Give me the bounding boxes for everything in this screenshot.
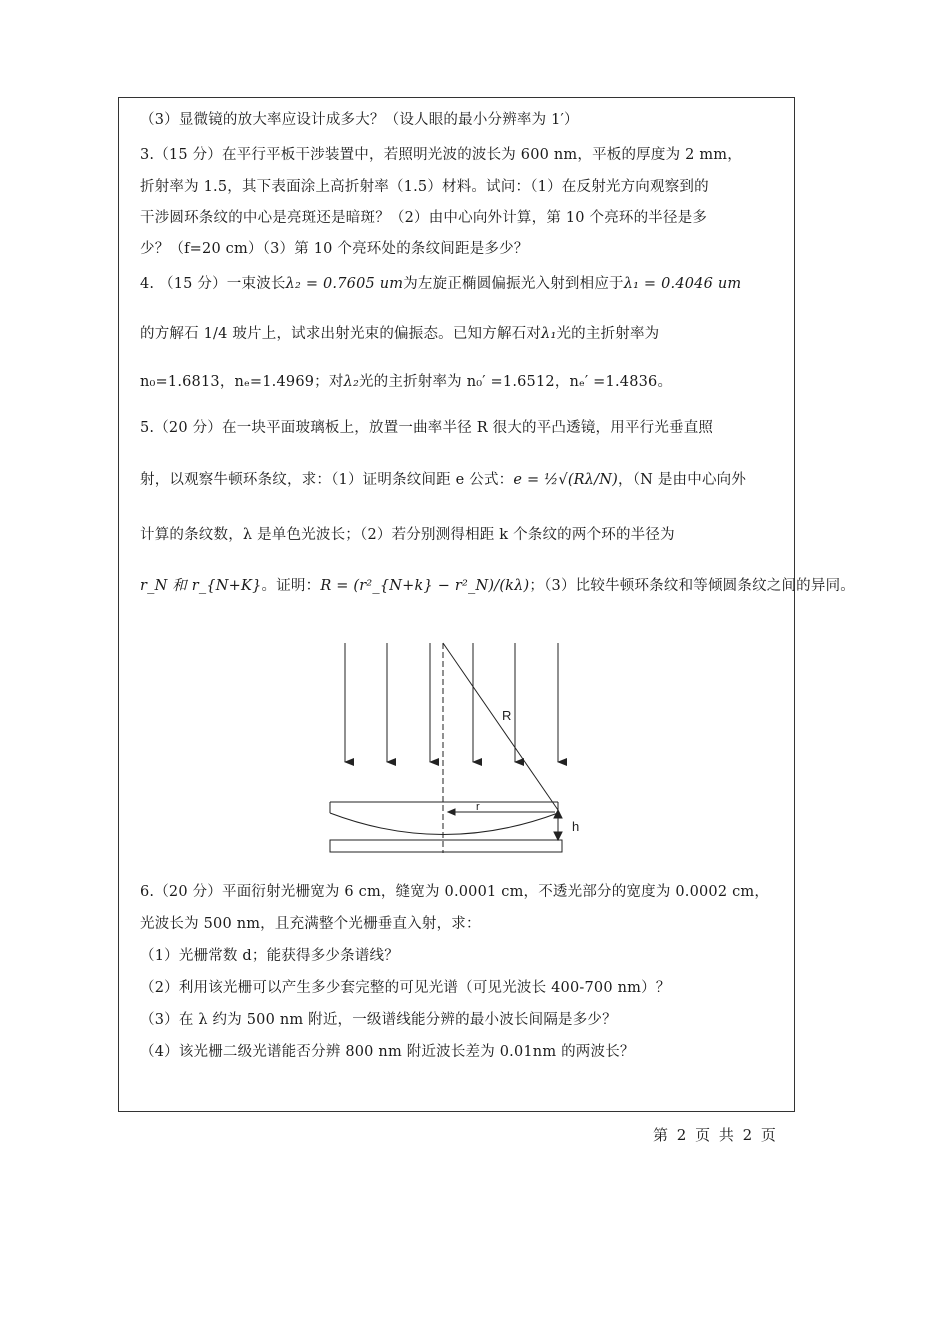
radius-line [443, 643, 558, 810]
q2-sub3: （3）显微镜的放大率应设计成多大？（设人眼的最小分辨率为 1′） [140, 112, 579, 128]
q5-formula-e: e = ½√(Rλ/N) [513, 472, 619, 488]
q3-line-2: 折射率为 1.5，其下表面涂上高折射率（1.5）材料。试问：（1）在反射光方向观察到的 [140, 179, 709, 195]
q3-line-1: 3.（15 分）在平行平板干涉装置中，若照明光波的波长为 600 nm，平板的厚度为 2 mm， [140, 147, 742, 163]
q4-line-1 [140, 272, 741, 293]
lens-curved-surface [330, 813, 558, 835]
q4-formula-l1: λ₁ [541, 326, 557, 342]
q6-line-1: 6.（20 分）平面衍射光栅宽为 6 cm，缝宽为 0.0001 cm，不透光部分的宽度为 0.0002 cm， [140, 884, 770, 900]
r-arrowhead [448, 809, 455, 815]
newton-ring-diagram [320, 638, 590, 860]
q5-line-4 [140, 574, 855, 595]
q4-text-2a: 的方解石 1/4 玻片上，试求出射光束的偏振态。已知方解石对 [140, 326, 542, 342]
q4-text-1b: 为左旋正椭圆偏振光入射到相应于 [403, 276, 624, 292]
q5-line-1: 5.（20 分）在一块平面玻璃板上，放置一曲率半径 R 很大的平凸透镜，用平行光垂直照 [140, 420, 714, 436]
q5-text-4b: ；（3）比较牛顿环条纹和等倾圆条纹之间的异同。 [529, 578, 855, 594]
label-r: r [476, 801, 480, 813]
h-arrow-bottom [554, 832, 562, 840]
q4-text-2b: 光的主折射率为 [556, 326, 660, 342]
q5-line-2 [140, 468, 746, 489]
q5-line-3: 计算的条纹数，λ 是单色光波长；（2）若分别测得相距 k 个条纹的两个环的半径为 [140, 527, 675, 543]
label-h: h [572, 819, 580, 834]
q6-line-2: 光波长为 500 nm，且充满整个光栅垂直入射，求： [140, 916, 481, 932]
page-number: 第 2 页 共 2 页 [653, 1126, 778, 1144]
label-R: R [502, 708, 512, 723]
q6-sub3: （3）在 λ 约为 500 nm 附近，一级谱线能分辨的最小波长间隔是多少？ [140, 1012, 617, 1028]
q6-sub1: （1）光栅常数 d；能获得多少条谱线？ [140, 948, 399, 964]
q4-line-3 [140, 370, 672, 391]
q5-text-4a: 。证明： [261, 578, 321, 594]
q5-formula-radii: r_N 和 r_{N+K} [140, 578, 262, 594]
q5-text-2a: 射，以观察牛顿环条纹，求：（1）证明条纹间距 e 公式： [140, 472, 514, 488]
q3-line-4: 少？（f=20 cm）（3）第 10 个亮环处的条纹间距是多少？ [140, 241, 529, 257]
q4-line-2 [140, 322, 659, 343]
q4-formula-lambda1: λ₁ = 0.4046 um [623, 276, 742, 292]
q4-text-3b: 光的主折射率为 n₀′ =1.6512，nₑ′ =1.4836。 [358, 374, 673, 390]
q5-formula-R: R = (r²_{N+k} − r²_N)/(kλ) [320, 578, 530, 594]
q6-sub2: （2）利用该光栅可以产生多少套完整的可见光谱（可见光波长 400-700 nm）？ [140, 980, 671, 996]
q5-text-2b: ，（N 是由中心向外 [618, 472, 747, 488]
q6-sub4: （4）该光栅二级光谱能否分辨 800 nm 附近波长差为 0.01nm 的两波长？ [140, 1044, 635, 1060]
q4-formula-lambda2: λ₂ = 0.7605 um [285, 276, 404, 292]
q4-text-3a: n₀=1.6813，nₑ=1.4969；对 [140, 374, 344, 390]
glass-plate [330, 840, 562, 852]
q4-text-1a: 4. （15 分）一束波长 [140, 276, 286, 292]
q4-formula-l2: λ₂ [343, 374, 359, 390]
q3-line-3: 干涉圆环条纹的中心是亮斑还是暗斑？（2）由中心向外计算，第 10 个亮环的半径是多 [140, 210, 708, 226]
